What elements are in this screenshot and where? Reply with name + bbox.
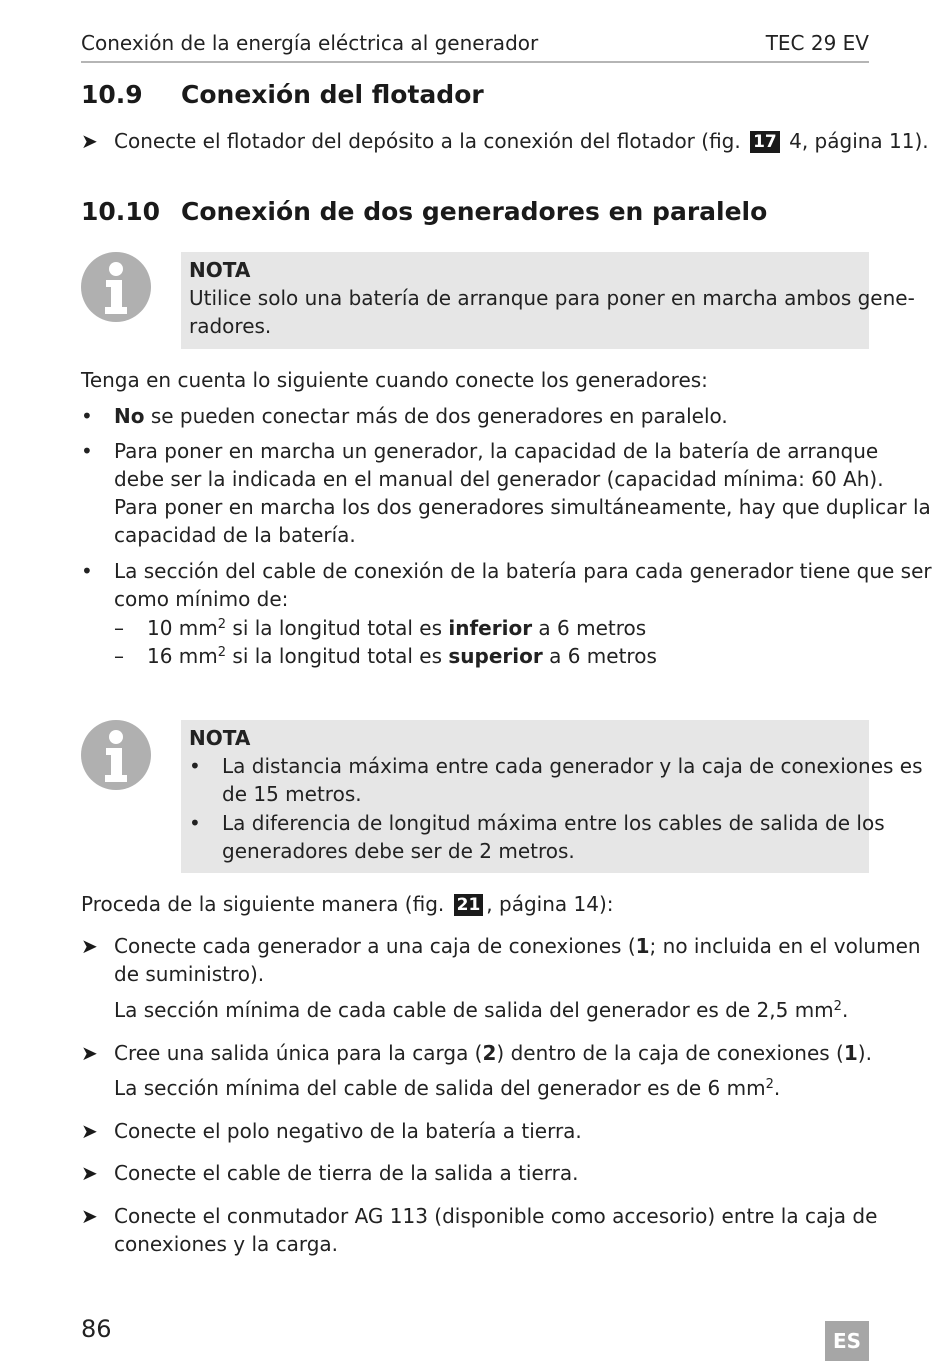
note-text: La distancia máxima entre cada generador y la caja de conexiones es (222, 754, 923, 778)
intro-paragraph: Tenga en cuenta lo siguiente cuando conecte los generadores: (81, 368, 708, 392)
bullet-text: Para poner en marcha un generador, la capacidad de la batería de arranque (114, 439, 879, 463)
section-title: Conexión de dos generadores en paralelo (181, 197, 768, 226)
running-header (81, 31, 869, 63)
page-number: 86 (81, 1315, 112, 1343)
bullet-text: No se pueden conectar más de dos generadores en paralelo. (114, 404, 728, 428)
note-text: radores. (189, 314, 272, 338)
note-text: La diferencia de longitud máxima entre los cables de salida de los (222, 811, 885, 835)
dash: – (114, 616, 124, 640)
procedure-intro: Proceda de la siguiente manera (fig. 21 , página 14): (81, 892, 614, 916)
bullet-text: como mínimo de: (114, 587, 289, 611)
step-text: conexiones y la carga. (114, 1232, 339, 1256)
bullet: • (81, 404, 93, 428)
arrow-right-icon: ➤ (81, 129, 98, 153)
manual-page (81, 0, 932, 1364)
bullet: • (189, 754, 201, 778)
step-text: Cree una salida única para la carga (2) dentro de la caja de conexiones (1). (114, 1041, 872, 1065)
note-box (181, 720, 923, 873)
step-text: Conecte cada generador a una caja de conexiones (1; no incluida en el volumen (114, 934, 921, 958)
arrow-right-icon: ➤ (81, 1161, 98, 1185)
step-text: Conecte el cable de tierra de la salida a tierra. (114, 1161, 579, 1185)
step-result: La sección mínima de cada cable de salida del generador es de 2,5 $mm^2$. (114, 998, 849, 1022)
section-title: Conexión del flotador (181, 80, 484, 109)
step-text: Conecte el polo negativo de la batería a tierra. (114, 1119, 582, 1143)
arrow-right-icon: ➤ (81, 934, 98, 958)
bullet: • (81, 559, 93, 583)
section-heading-10-10 (81, 197, 767, 226)
sub-item: 10 $mm^2$ si la longitud total es inferior a 6 metros (147, 616, 647, 640)
note-text: Utilice solo una batería de arranque para poner en marcha ambos gene- (189, 286, 915, 310)
note-title: NOTA (189, 726, 251, 750)
note-box (181, 252, 915, 349)
note-text: generadores debe ser de 2 metros. (222, 839, 575, 863)
step-result: La sección mínima del cable de salida del generador es de 6 $mm^2$. (114, 1076, 781, 1100)
info-icon (81, 720, 151, 790)
note-text: de 15 metros. (222, 782, 362, 806)
section-number: 10.9 (81, 80, 143, 109)
step-text: Conecte el conmutador AG 113 (disponible como accesorio) entre la caja de (114, 1204, 878, 1228)
dash: – (114, 644, 124, 668)
bullet: • (189, 811, 201, 835)
info-icon (81, 252, 151, 322)
figure-ref: 21 (454, 894, 484, 916)
note-title: NOTA (189, 258, 251, 282)
bullet-text: debe ser la indicada en el manual del generador (capacidad mínima: 60 Ah). (114, 467, 884, 491)
section-heading-10-9 (81, 80, 484, 109)
bullet: • (81, 439, 93, 463)
section-number: 10.10 (81, 197, 161, 226)
arrow-right-icon: ➤ (81, 1041, 98, 1065)
step-text: Conecte el flotador del depósito a la conexión del flotador (fig. 17 4, página 11). (114, 129, 929, 153)
bullet-text: La sección del cable de conexión de la batería para cada generador tiene que ser (114, 559, 932, 583)
arrow-right-icon: ➤ (81, 1204, 98, 1228)
bullet-text: Para poner en marcha los dos generadores simultáneamente, hay que duplicar la (114, 495, 931, 519)
header-chapter-title: Conexión de la energía eléctrica al generador (81, 31, 539, 55)
sub-item: 16 $mm^2$ si la longitud total es superior a 6 metros (147, 644, 657, 668)
language-badge: ES (825, 1321, 869, 1361)
figure-ref: 17 (750, 131, 780, 153)
header-model: TEC 29 EV (765, 31, 869, 55)
arrow-right-icon: ➤ (81, 1119, 98, 1143)
step-text: de suministro). (114, 962, 265, 986)
bullet-text: capacidad de la batería. (114, 523, 356, 547)
